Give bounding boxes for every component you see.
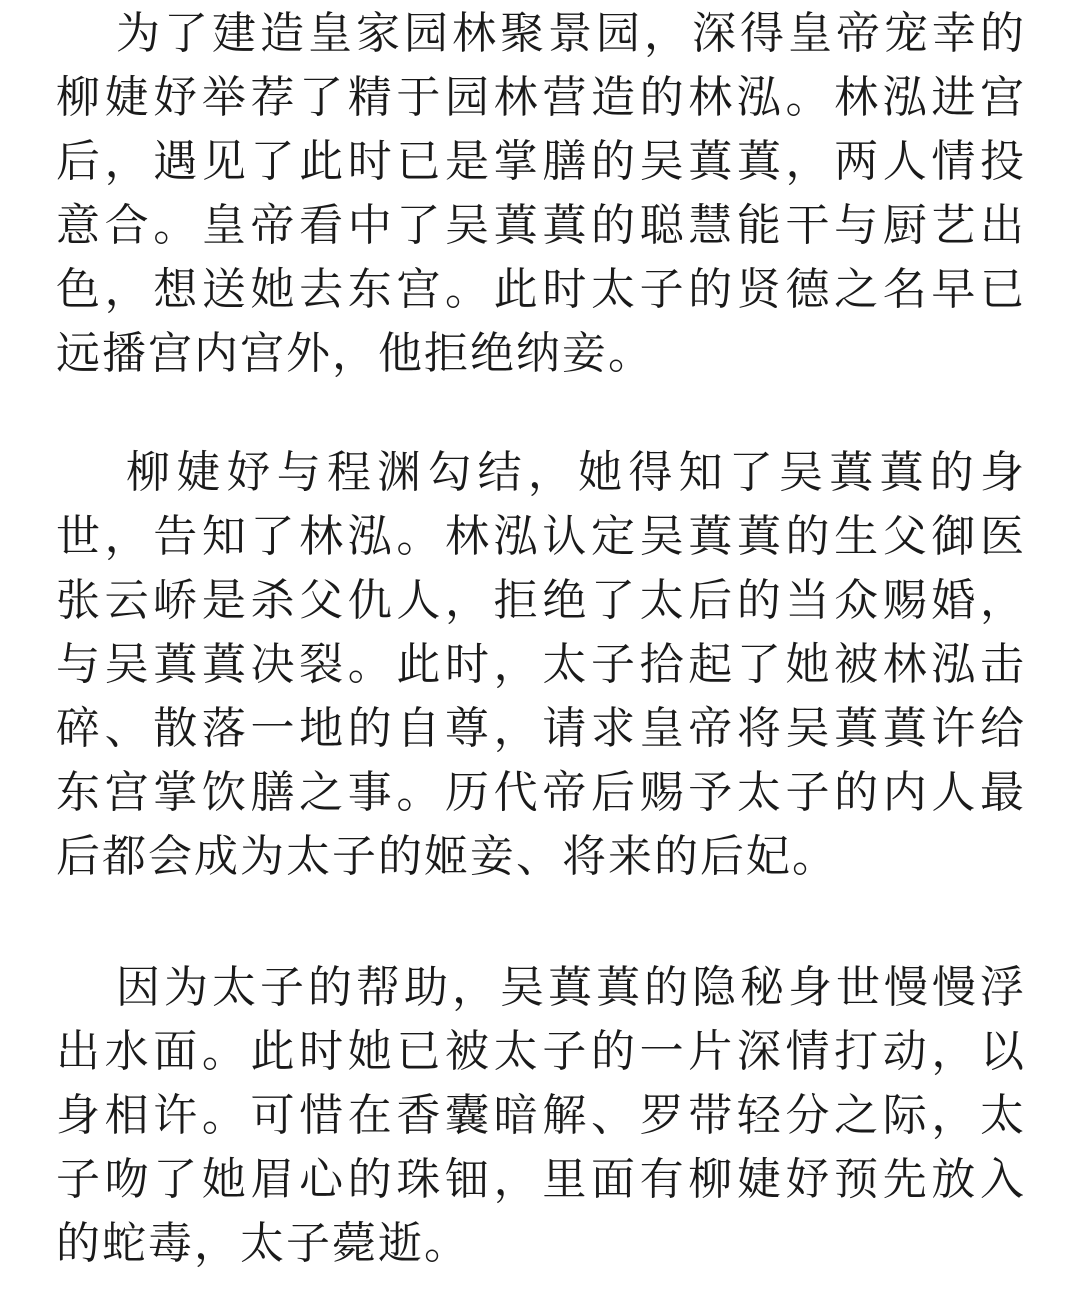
text-line: 世，告知了林泓。林泓认定吴蒖蒖的生父御医 — [56, 511, 1026, 562]
paragraph-3 — [56, 956, 1026, 1276]
paragraph-1 — [56, 2, 1026, 386]
text-line: 为了建造皇家园林聚景园，深得皇帝宠幸的 — [116, 8, 1026, 59]
text-line: 因为太子的帮助，吴蒖蒖的隐秘身世慢慢浮 — [116, 962, 1026, 1013]
text-line: 出水面。此时她已被太子的一片深情打动，以 — [56, 1026, 1026, 1077]
text-line: 远播宫内宫外，他拒绝纳妾。 — [56, 328, 654, 379]
text-line: 后都会成为太子的姬妾、将来的后妃。 — [56, 831, 838, 882]
text-line: 色，想送她去东宫。此时太子的贤德之名早已 — [56, 264, 1026, 315]
text-line: 柳婕妤举荐了精于园林营造的林泓。林泓进宫 — [56, 72, 1026, 123]
text-line: 的蛇毒，太子薨逝。 — [56, 1218, 470, 1269]
text-line: 与吴蒖蒖决裂。此时，太子拾起了她被林泓击 — [56, 639, 1026, 690]
text-line: 子吻了她眉心的珠钿，里面有柳婕妤预先放入 — [56, 1154, 1026, 1205]
text-line: 身相许。可惜在香囊暗解、罗带轻分之际，太 — [56, 1090, 1026, 1141]
text-line: 张云峤是杀父仇人，拒绝了太后的当众赐婚， — [56, 575, 1026, 626]
text-line: 碎、散落一地的自尊，请求皇帝将吴蒖蒖许给 — [56, 703, 1026, 754]
paragraph-2 — [56, 441, 1026, 889]
text-line: 后，遇见了此时已是掌膳的吴蒖蒖，两人情投 — [56, 136, 1026, 187]
text-line: 东宫掌饮膳之事。历代帝后赐予太子的内人最 — [56, 767, 1026, 818]
text-line: 意合。皇帝看中了吴蒖蒖的聪慧能干与厨艺出 — [56, 200, 1026, 251]
text-line: 柳婕妤与程渊勾结，她得知了吴蒖蒖的身 — [126, 447, 1026, 498]
